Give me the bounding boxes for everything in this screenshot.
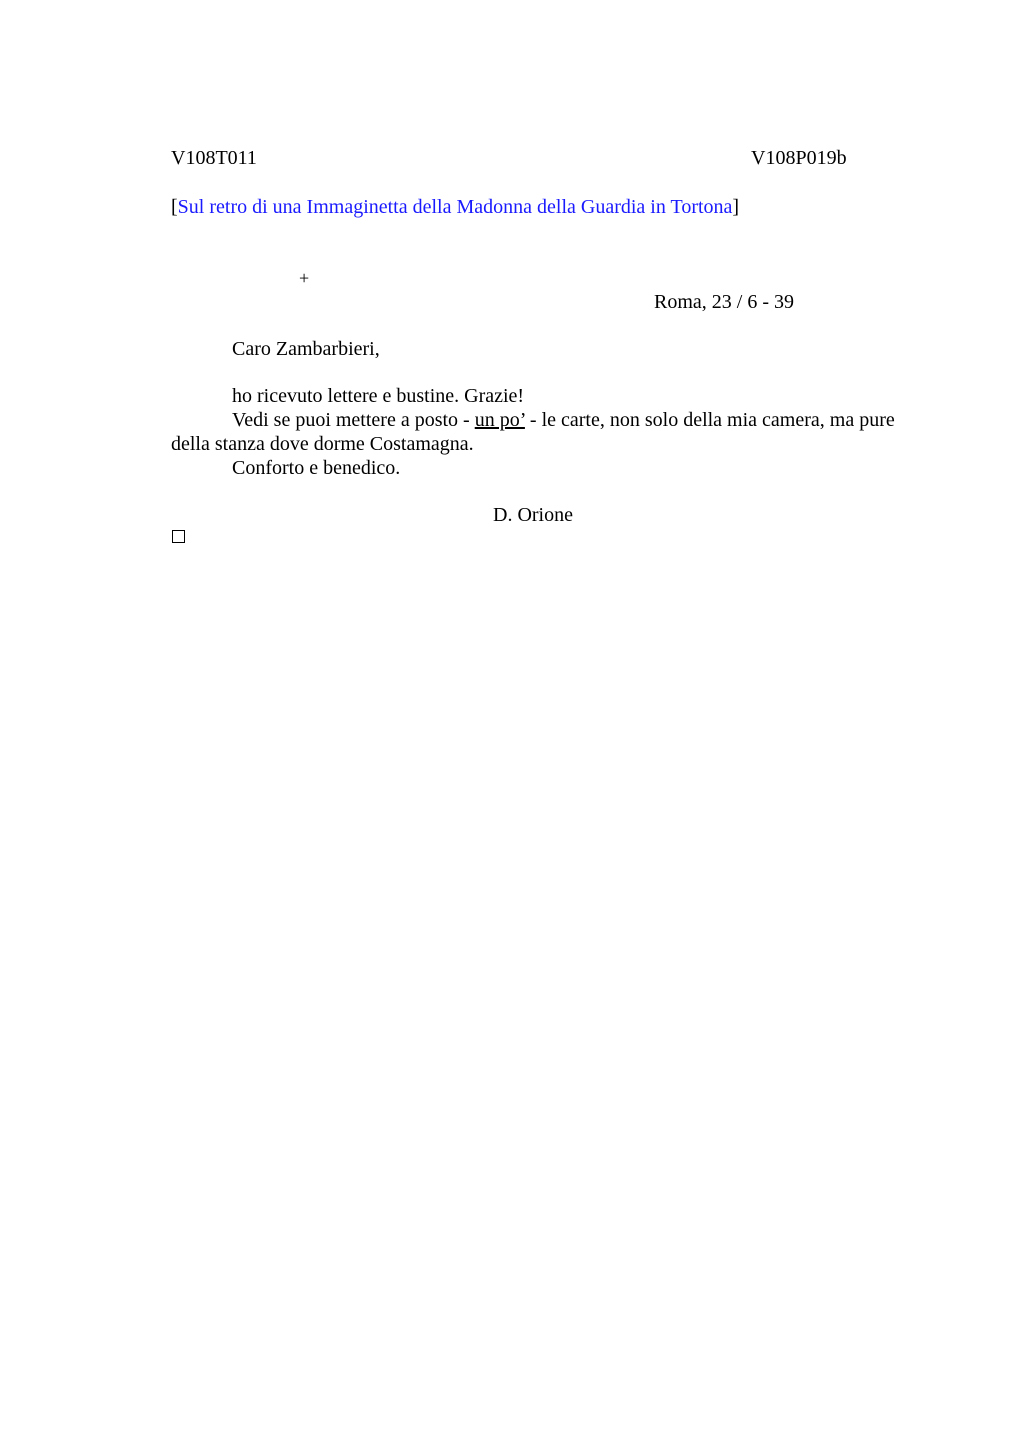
note-open-bracket: [ <box>171 196 178 218</box>
body-line-4: Conforto e benedico. <box>232 457 401 479</box>
square-icon <box>172 530 185 543</box>
dateline: Roma, 23 / 6 - 39 <box>654 291 794 313</box>
body-line-2 <box>232 408 895 432</box>
note-text: Sul retro di una Immaginetta della Madonna della Guardia in Tortona <box>177 196 733 218</box>
body-line-2-start: Vedi se puoi mettere a posto - <box>232 409 475 431</box>
signature: D. Orione <box>493 504 573 526</box>
cross-mark: + <box>299 268 310 288</box>
page-code-right: V108P019b <box>751 147 847 169</box>
note-close-bracket: ] <box>732 196 740 218</box>
body-line-1: ho ricevuto lettere e bustine. Grazie! <box>232 385 525 407</box>
editorial-note <box>171 195 739 219</box>
body-line-2-end: - le carte, non solo della mia camera, ma pure <box>524 409 895 431</box>
document-code-left: V108T011 <box>171 147 257 169</box>
body-line-3: della stanza dove dorme Costamagna. <box>171 433 474 455</box>
underlined-phrase: un po’ <box>474 409 525 431</box>
salutation: Caro Zambarbieri, <box>232 338 380 360</box>
